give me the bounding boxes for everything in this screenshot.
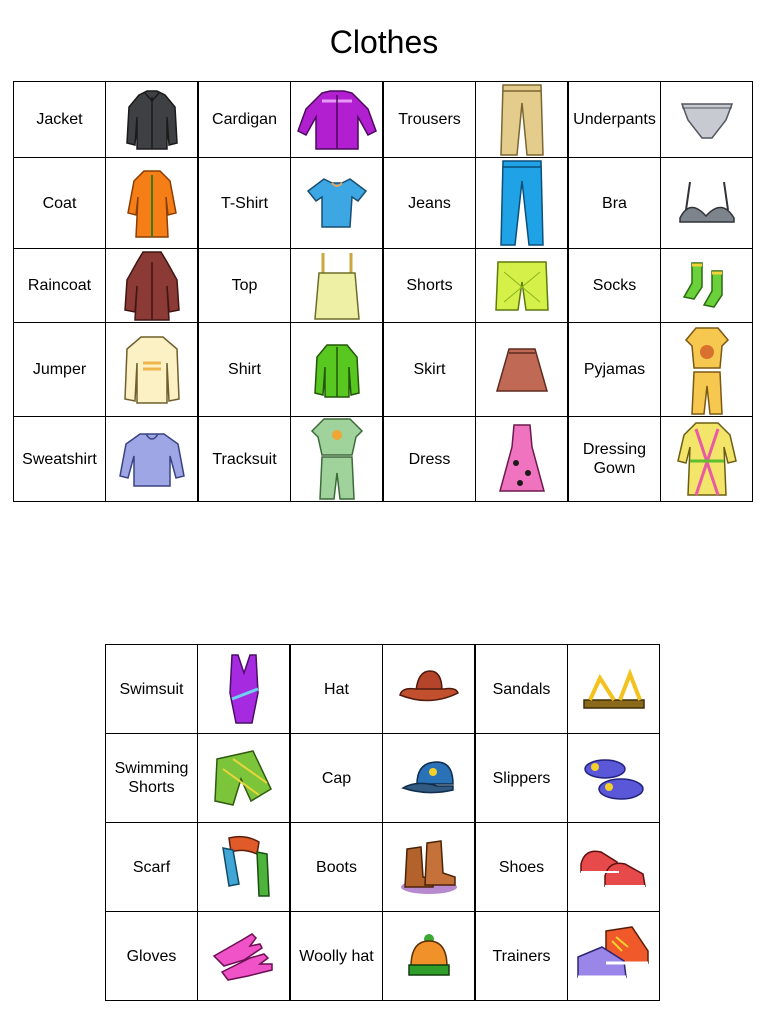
woolly-hat-icon	[407, 933, 451, 979]
underpants-icon	[680, 98, 734, 142]
word-cell: Scarf	[106, 823, 198, 912]
picture-cell	[661, 249, 753, 323]
picture-cell	[291, 417, 384, 502]
picture-cell	[568, 823, 660, 912]
dressing-gown-icon	[676, 421, 738, 497]
picture-cell	[661, 323, 753, 417]
word-cell: Jeans	[383, 158, 476, 249]
slippers-icon	[583, 753, 645, 803]
word-cell: T-Shirt	[198, 158, 291, 249]
word-cell: Bra	[568, 158, 661, 249]
word-cell: Top	[198, 249, 291, 323]
picture-cell	[198, 912, 291, 1001]
picture-cell	[106, 417, 199, 502]
picture-cell	[476, 82, 569, 158]
word-cell: Shorts	[383, 249, 476, 323]
word-cell: Woolly hat	[290, 912, 383, 1001]
word-cell: Boots	[290, 823, 383, 912]
top-icon	[309, 251, 365, 321]
word-cell: Coat	[14, 158, 106, 249]
picture-cell	[383, 823, 476, 912]
word-cell: Hat	[290, 645, 383, 734]
picture-cell	[106, 249, 199, 323]
picture-cell	[291, 82, 384, 158]
jeans-icon	[499, 159, 545, 247]
word-cell: Trainers	[475, 912, 568, 1001]
shorts-icon	[494, 258, 550, 314]
table-row	[106, 823, 660, 912]
word-cell: Sandals	[475, 645, 568, 734]
word-cell: Shirt	[198, 323, 291, 417]
table-row	[14, 82, 753, 158]
word-cell: Jacket	[14, 82, 106, 158]
accessories-table	[105, 644, 660, 1001]
table-row	[106, 912, 660, 1001]
word-cell: Sweatshirt	[14, 417, 106, 502]
word-cell: Dress	[383, 417, 476, 502]
word-cell: Gloves	[106, 912, 198, 1001]
picture-cell	[198, 823, 291, 912]
picture-cell	[383, 734, 476, 823]
word-cell: Cardigan	[198, 82, 291, 158]
coat-icon	[126, 167, 178, 239]
table-row	[14, 158, 753, 249]
t-shirt-icon	[306, 175, 368, 231]
table-row	[14, 323, 753, 417]
word-cell: Pyjamas	[568, 323, 661, 417]
gloves-icon	[212, 930, 276, 982]
word-cell: Socks	[568, 249, 661, 323]
picture-cell	[661, 82, 753, 158]
word-cell: Underpants	[568, 82, 661, 158]
picture-cell	[291, 323, 384, 417]
jacket-icon	[121, 87, 183, 153]
picture-cell	[106, 323, 199, 417]
boots-icon	[399, 839, 459, 895]
picture-cell	[568, 912, 660, 1001]
dress-icon	[498, 423, 546, 495]
picture-cell	[106, 158, 199, 249]
picture-cell	[291, 249, 384, 323]
swimsuit-icon	[224, 653, 264, 725]
picture-cell	[291, 158, 384, 249]
cap-icon	[401, 758, 457, 798]
hat-icon	[398, 667, 460, 711]
picture-cell	[198, 645, 291, 734]
table-row	[106, 734, 660, 823]
clothes-table	[13, 81, 753, 502]
table-row	[14, 249, 753, 323]
trainers-icon	[576, 925, 652, 987]
sweatshirt-icon	[118, 430, 186, 488]
picture-cell	[568, 645, 660, 734]
word-cell: Cap	[290, 734, 383, 823]
table-row	[106, 645, 660, 734]
picture-cell	[383, 912, 476, 1001]
word-cell: Skirt	[383, 323, 476, 417]
word-cell: Swimsuit	[106, 645, 198, 734]
page-title: Clothes	[329, 24, 439, 60]
word-cell: Shoes	[475, 823, 568, 912]
word-cell: Raincoat	[14, 249, 106, 323]
picture-cell	[106, 82, 199, 158]
bra-icon	[676, 178, 738, 228]
word-cell: Swimming Shorts	[106, 734, 198, 823]
trousers-icon	[497, 83, 547, 157]
skirt-icon	[495, 345, 549, 395]
picture-cell	[476, 417, 569, 502]
cardigan-icon	[296, 87, 378, 153]
word-cell: Slippers	[475, 734, 568, 823]
picture-cell	[476, 249, 569, 323]
shoes-icon	[579, 844, 649, 890]
swimming-shorts-icon	[213, 749, 275, 807]
pyjamas-icon	[682, 324, 732, 416]
picture-cell	[568, 734, 660, 823]
table-row	[14, 417, 753, 502]
picture-cell	[383, 645, 476, 734]
socks-icon	[682, 261, 732, 311]
word-cell: Trousers	[383, 82, 476, 158]
raincoat-icon	[123, 250, 181, 322]
picture-cell	[476, 158, 569, 249]
jumper-icon	[121, 333, 183, 407]
word-cell: Dressing Gown	[568, 417, 661, 502]
scarf-icon	[215, 834, 273, 900]
sandals-icon	[580, 664, 648, 714]
shirt-icon	[313, 341, 361, 399]
picture-cell	[476, 323, 569, 417]
tracksuit-icon	[310, 417, 364, 501]
picture-cell	[661, 158, 753, 249]
picture-cell	[661, 417, 753, 502]
word-cell: Jumper	[14, 323, 106, 417]
word-cell: Tracksuit	[198, 417, 291, 502]
picture-cell	[198, 734, 291, 823]
